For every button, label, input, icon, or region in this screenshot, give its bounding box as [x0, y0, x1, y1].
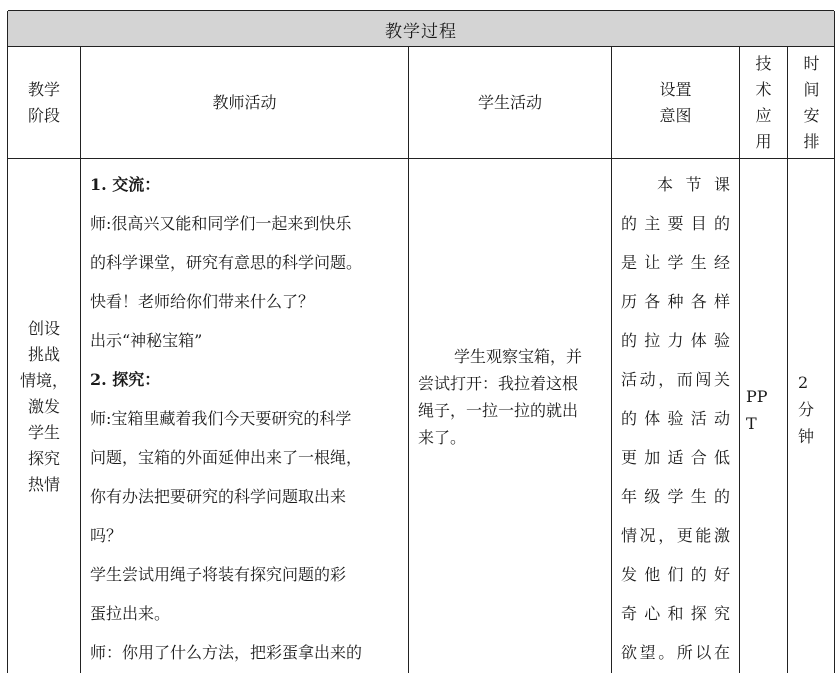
- header-tech-line: 术: [755, 79, 772, 99]
- stage-line: 热情: [27, 475, 60, 494]
- teacher-line: 问题，宝箱的外面延伸出来了一根绳，: [90, 448, 363, 467]
- header-divider: [8, 158, 834, 159]
- header-intent-line: 意图: [659, 105, 692, 125]
- stage-line: 创设: [27, 319, 60, 338]
- table-top-border: [8, 10, 834, 11]
- stage-line: 学生: [27, 423, 60, 442]
- intent-line: 本节课: [657, 175, 730, 194]
- intent-line: 历各种各样: [621, 292, 730, 311]
- teacher-line: 师:宝箱里藏着我们今天要研究的科学: [90, 409, 352, 428]
- header-tech-line: 应: [755, 105, 772, 125]
- header-teacher-activity: 教师活动: [212, 92, 277, 112]
- tech-line: PP: [746, 387, 768, 406]
- teacher-activity-cell: [90, 165, 402, 672]
- table-title: 教学过程: [8, 11, 834, 47]
- stage-line: 情境，: [19, 371, 68, 390]
- header-time-line: 排: [803, 131, 820, 151]
- teacher-line: 师：你用了什么方法，把彩蛋拿出来的: [90, 643, 363, 662]
- header-intent-line: 设置: [659, 79, 692, 99]
- time-cell: [798, 369, 828, 450]
- intent-line: 发他们的好: [621, 565, 730, 584]
- header-time-line: 间: [803, 79, 820, 99]
- intent-line: 年级学生的: [621, 487, 730, 506]
- header-stage-line: 阶段: [27, 105, 60, 125]
- student-line: 绳子，一拉一拉的就出: [418, 401, 579, 420]
- teacher-line: 师:很高兴又能和同学们一起来到快乐: [90, 214, 352, 233]
- teacher-section-heading: 2. 探究：: [90, 370, 161, 389]
- time-line: 分: [798, 400, 815, 419]
- header-tech-line: 技: [755, 53, 772, 73]
- intent-line: 奇心和探究: [621, 604, 730, 623]
- intent-line: 是让学生经: [621, 253, 730, 272]
- intent-line: 更加适合低: [621, 448, 730, 467]
- student-line: 来了。: [418, 428, 467, 447]
- teacher-line: 学生尝试用绳子将装有探究问题的彩: [90, 565, 347, 584]
- teaching-process-table: [7, 11, 835, 673]
- technology-cell: [746, 383, 782, 437]
- teacher-line: 出示“神秘宝箱”: [90, 331, 203, 350]
- teacher-line: 蛋拉出来。: [90, 604, 171, 623]
- header-stage: [8, 47, 80, 158]
- header-time: [788, 47, 835, 158]
- intent-line: 的体验活动: [621, 409, 730, 428]
- header-tech-line: 用: [755, 131, 772, 151]
- teacher-line: 的科学课堂，研究有意思的科学问题。: [90, 253, 363, 272]
- tech-line: T: [746, 414, 757, 433]
- intent-line: 情况，更能激: [621, 526, 730, 545]
- teacher-line: 你有办法把要研究的科学问题取出来: [90, 487, 347, 506]
- stage-line: 挑战: [27, 345, 60, 364]
- design-intent-cell: [621, 165, 730, 672]
- teacher-section-heading: 1. 交流：: [90, 175, 161, 194]
- header-time-line: 时: [803, 53, 820, 73]
- student-activity-cell: [418, 343, 604, 451]
- teacher-line: 吗？: [90, 526, 123, 545]
- time-line: 2: [798, 373, 809, 392]
- stage-line: 探究: [27, 449, 60, 468]
- intent-line: 欲望。所以在: [621, 643, 730, 662]
- time-line: 钟: [798, 427, 815, 446]
- student-line: 尝试打开：我拉着这根: [418, 374, 579, 393]
- header-design-intent: [612, 47, 739, 158]
- student-line: 学生观察宝箱，并: [454, 347, 583, 366]
- header-technology: [740, 47, 787, 158]
- header-student-activity: 学生活动: [477, 92, 542, 112]
- stage-line: 激发: [27, 397, 60, 416]
- stage-cell: [8, 316, 80, 498]
- intent-line: 的主要目的: [621, 214, 730, 233]
- header-time-line: 安: [803, 105, 820, 125]
- header-stage-line: 教学: [27, 79, 60, 99]
- teacher-line: 快看！老师给你们带来什么了？: [90, 292, 315, 311]
- intent-line: 活动，而闯关: [621, 370, 730, 389]
- intent-line: 的拉力体验: [621, 331, 730, 350]
